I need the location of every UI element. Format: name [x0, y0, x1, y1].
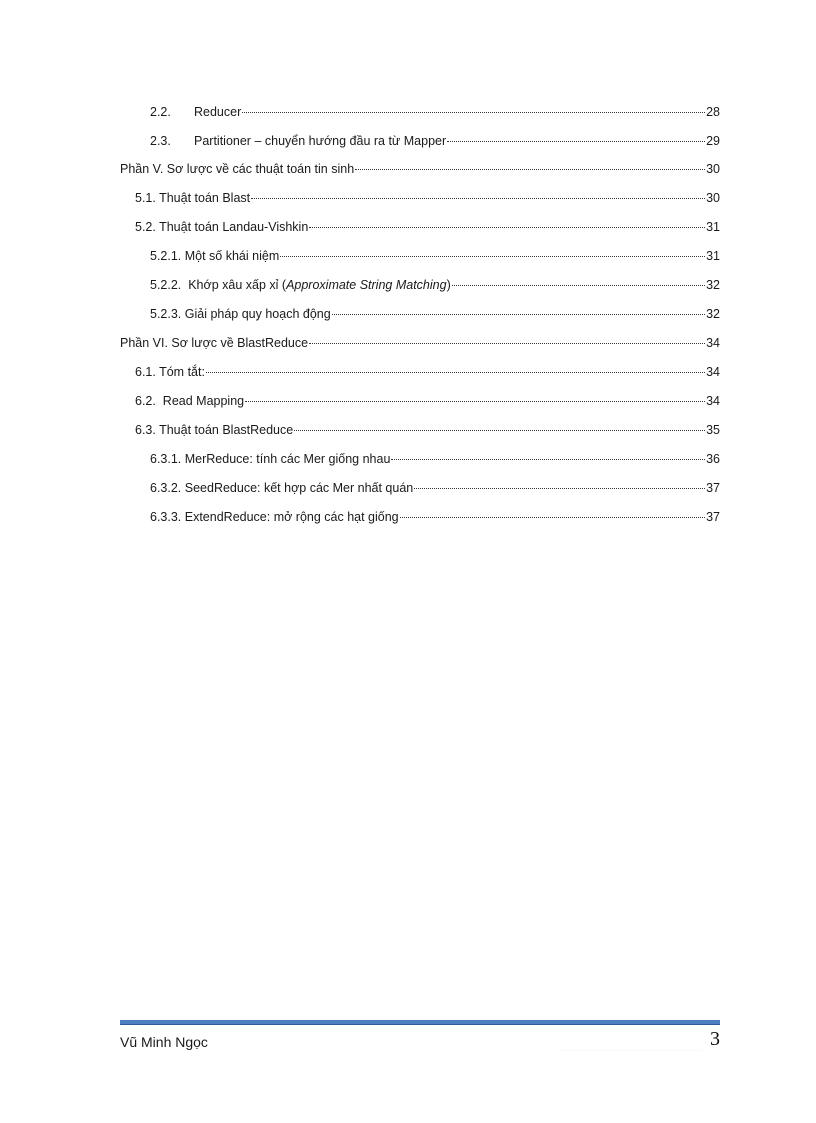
toc-entry-part-6[interactable] — [120, 335, 720, 351]
footer-rule — [120, 1020, 720, 1025]
dot-leader — [251, 198, 705, 199]
toc-entry-5-2-1[interactable] — [150, 248, 720, 264]
toc-entry-label: 6.3. Thuật toán BlastReduce — [135, 423, 294, 437]
dot-leader — [245, 401, 705, 402]
toc-entry-5-2-3[interactable] — [150, 306, 720, 322]
dot-leader — [391, 459, 705, 460]
dot-leader — [242, 112, 705, 113]
toc-entry-label-italic: Approximate String Matching — [286, 278, 447, 292]
toc-entry-page: 30 — [706, 162, 720, 176]
toc-entry-label: 5.2. Thuật toán Landau-Vishkin — [135, 220, 309, 234]
toc-entry-label: Reducer — [194, 105, 242, 119]
toc-entry-label: Phần V. Sơ lược về các thuật toán tin sinh — [120, 162, 355, 176]
toc-entry-2-3[interactable] — [150, 133, 720, 149]
toc-entry-page: 29 — [706, 134, 720, 148]
toc-entry-label: 5.2.1. Một số khái niệm — [150, 249, 280, 263]
toc-entry-page: 32 — [706, 278, 720, 292]
toc-entry-label: Partitioner – chuyển hướng đầu ra từ Mapper — [194, 134, 447, 148]
toc-entry-number: 2.2. — [150, 105, 171, 119]
toc-entry-number: 2.3. — [150, 134, 171, 148]
dot-leader — [332, 314, 705, 315]
toc-entry-page: 35 — [706, 423, 720, 437]
toc-entry-page: 34 — [706, 336, 720, 350]
dot-leader — [294, 430, 705, 431]
toc-entry-page: 37 — [706, 481, 720, 495]
toc-entry-label: 6.1. Tóm tắt: — [135, 365, 205, 379]
dot-leader — [355, 169, 705, 170]
toc-entry-5-2-2[interactable] — [150, 277, 720, 293]
dot-leader — [400, 517, 705, 518]
dot-leader — [309, 227, 705, 228]
toc-entry-6-3[interactable] — [135, 422, 720, 438]
toc-entry-label: Phần VI. Sơ lược về BlastReduce — [120, 336, 309, 350]
dot-leader — [309, 343, 705, 344]
toc-entry-label: 6.3.3. ExtendReduce: mở rộng các hạt giống — [150, 510, 399, 524]
footer-author: Vũ Minh Ngọc — [120, 1034, 208, 1050]
toc-entry-page: 37 — [706, 510, 720, 524]
toc-entry-label: 5.2.3. Giải pháp quy hoạch động — [150, 307, 331, 321]
toc-entry-6-3-2[interactable] — [150, 480, 720, 496]
toc-entry-label-prefix: 5.2.2. Khớp xâu xấp xỉ ( — [150, 278, 287, 292]
toc-entry-6-3-1[interactable] — [150, 451, 720, 467]
toc-entry-label: 6.2. Read Mapping — [135, 394, 245, 408]
dot-leader — [447, 141, 705, 142]
toc-entry-page: 34 — [706, 365, 720, 379]
toc-entry-label: 6.3.2. SeedReduce: kết hợp các Mer nhất quán — [150, 481, 414, 495]
dot-leader — [452, 285, 705, 286]
dot-leader — [414, 488, 705, 489]
toc-entry-page: 31 — [706, 220, 720, 234]
toc-entry-6-2[interactable] — [135, 393, 720, 409]
toc-entry-page: 30 — [706, 191, 720, 205]
toc-entry-page: 36 — [706, 452, 720, 466]
toc-entry-label: 6.3.1. MerReduce: tính các Mer giống nhau — [150, 452, 391, 466]
dot-leader — [206, 372, 705, 373]
toc-entry-label-suffix: ) — [446, 278, 451, 292]
toc-entry-2-2[interactable] — [150, 104, 720, 120]
toc-entry-label — [150, 277, 451, 293]
toc-entry-6-1[interactable] — [135, 364, 720, 380]
toc-entry-label: 5.1. Thuật toán Blast — [135, 191, 251, 205]
toc-entry-page: 32 — [706, 307, 720, 321]
toc-entry-5-1[interactable] — [135, 190, 720, 206]
toc-entry-page: 28 — [706, 105, 720, 119]
footer-decoration — [562, 1036, 702, 1051]
toc-entry-page: 34 — [706, 394, 720, 408]
toc-entry-part-5[interactable] — [120, 161, 720, 177]
toc-entry-6-3-3[interactable] — [150, 509, 720, 525]
footer-page-number: 3 — [710, 1028, 720, 1050]
toc-entry-page: 31 — [706, 249, 720, 263]
dot-leader — [280, 256, 705, 257]
toc-entry-5-2[interactable] — [135, 219, 720, 235]
